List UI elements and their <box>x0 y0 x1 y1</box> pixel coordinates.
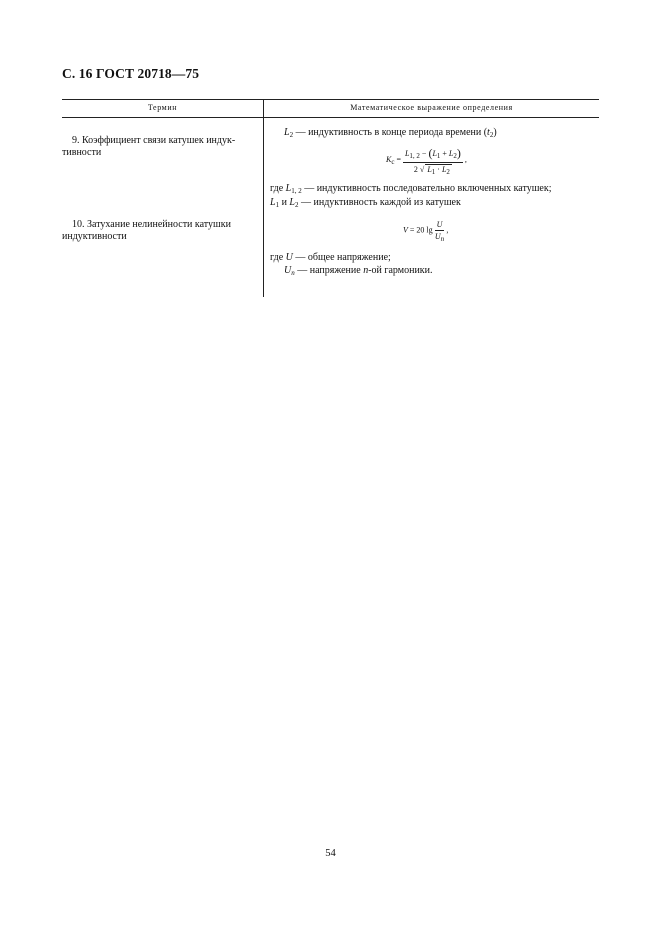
formula-coupling-coefficient: $K_c$ = $\frac{L_{1, 2} - (L_1 + L_2)}{2 √ L_1 \cdot L_2}$ , <box>386 146 467 176</box>
formula-fraction <box>435 220 445 241</box>
formula-nonlinearity-attenuation: V = 20 lg $\frac{U}{U_n}$ , <box>403 220 449 243</box>
sqrt-icon: √ <box>419 165 425 174</box>
formula-numerator: U <box>436 220 443 229</box>
page-number: 54 <box>325 848 336 859</box>
formula-denominator: $U_n$ <box>434 232 445 243</box>
column-header-term: Термин <box>147 103 178 112</box>
term-9-line2: тивности <box>62 147 102 158</box>
definition-10-where1: где U — общее напряжение; <box>270 252 391 263</box>
definition-9-where2: $L_1$ и $L_2$ — индуктивность каждой из катушек <box>270 197 461 209</box>
definition-10-where2: $U_n$ — напряжение n-ой гармоники. <box>284 265 433 277</box>
term-10 <box>62 219 262 243</box>
formula-fraction <box>403 146 463 174</box>
column-header-definition: Математическое выражение определения <box>350 103 513 112</box>
definition-9-where1: где $L_{1, 2}$ — индуктивность последовательно включенных катушек; <box>270 183 552 195</box>
term-9 <box>62 135 262 159</box>
table-column-divider <box>263 99 264 297</box>
term-10-line1: 10. Затухание нелинейности катушки <box>72 219 231 230</box>
table-top-rule <box>62 99 599 100</box>
formula-numerator: $L_{1, 2} - (L_1 + L_2)$ <box>403 146 463 163</box>
term-9-line1: 9. Коэффициент связи катушек индук- <box>72 135 236 146</box>
page-header: С. 16 ГОСТ 20718—75 <box>62 66 200 81</box>
formula-denominator: 2 √ $L_1 \cdot L_2$ <box>413 165 450 176</box>
term-10-line2: индуктивности <box>62 231 127 242</box>
table-header-rule <box>62 117 599 118</box>
definition-9-intro: $L_2$ — индуктивность в конце периода времени $(t_2)$ <box>284 127 497 139</box>
